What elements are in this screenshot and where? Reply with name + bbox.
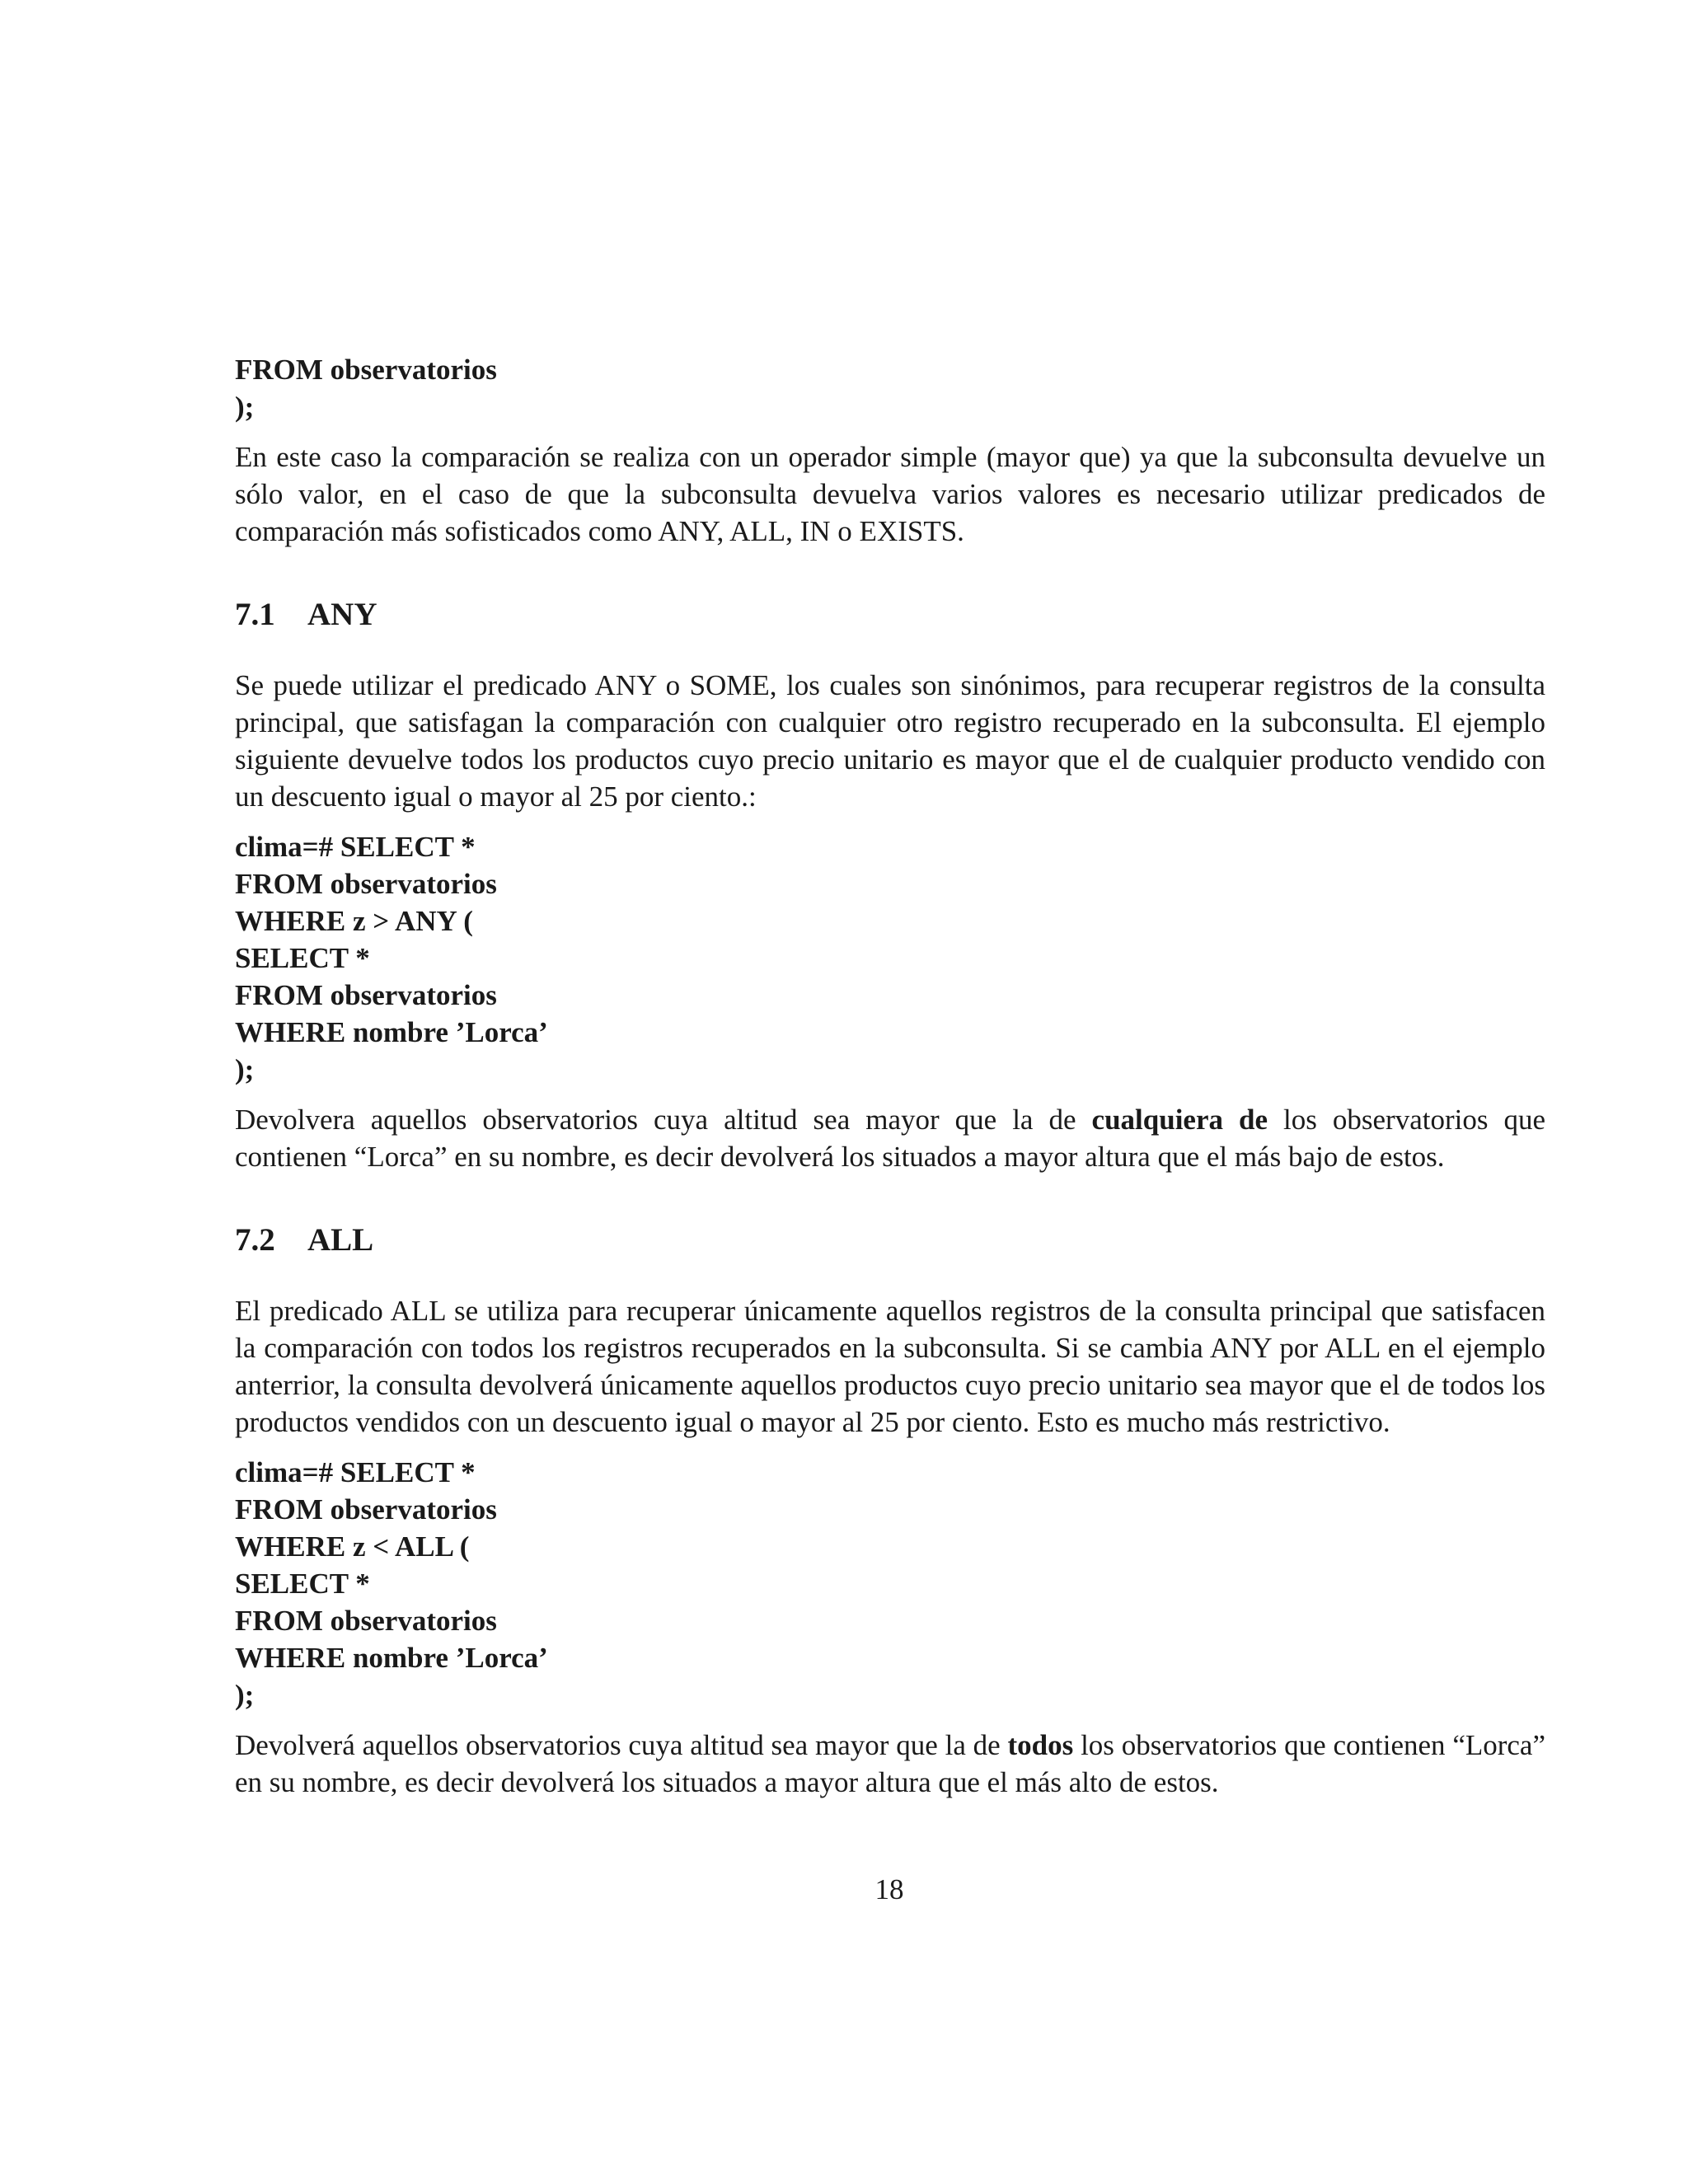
code-line: );	[235, 1679, 255, 1711]
code-line: SELECT *	[235, 942, 370, 974]
code-line: );	[235, 391, 255, 423]
emphasis-text: todos	[1007, 1729, 1074, 1761]
code-line: FROM observatorios	[235, 1605, 497, 1637]
page-body	[235, 351, 1545, 1801]
code-line: WHERE nombre ’Lorca’	[235, 1016, 548, 1048]
section-heading-all	[235, 1220, 1545, 1261]
code-line: WHERE z < ALL (	[235, 1530, 470, 1563]
code-line: FROM observatorios	[235, 354, 497, 386]
all-paragraph: El predicado ALL se utiliza para recuperar únicamente aquellos registros de la consulta principal que satisfacen la comparación con todos los registros recuperados en la subconsulta. Si se cambia ANY por ALL en el ejemplo anterrior, la consulta devolverá únicamente aquellos productos cuyo precio unitario sea mayor que el de todos los productos vendidos con un descuento igual o mayor al 25 por ciento. Esto es mucho más restrictivo.	[235, 1295, 1545, 1438]
code-line: FROM observatorios	[235, 1493, 497, 1526]
text-run: los observatorios que contienen “Lorca” en su nombre, es decir devolverá los situados a mayor altura que el más alto de estos.	[235, 1729, 1545, 1798]
any-result-paragraph	[235, 1101, 1545, 1175]
section-heading-any	[235, 594, 1545, 635]
all-result-paragraph	[235, 1727, 1545, 1801]
any-paragraph: Se puede utilizar el predicado ANY o SOME, los cuales son sinónimos, para recuperar registros de la consulta principal, que satisfagan la comparación con cualquier otro registro recuperado en la subconsulta. El ejemplo siguiente devuelve todos los productos cuyo precio unitario es mayor que el de cualquier producto vendido con un descuento igual o mayor al 25 por ciento.:	[235, 669, 1545, 813]
code-line: FROM observatorios	[235, 979, 497, 1011]
code-line: FROM observatorios	[235, 868, 497, 900]
text-run: Devolvera aquellos observatorios cuya altitud sea mayor que la de	[235, 1104, 1092, 1136]
text-run: Devolverá aquellos observatorios cuya altitud sea mayor que la de	[235, 1729, 1008, 1761]
intro-paragraph: En este caso la comparación se realiza con un operador simple (mayor que) ya que la subconsulta devuelve un sólo valor, en el caso de que la subconsulta devuelva varios valores es necesario utilizar predicados de comparación más sofisticados como ANY, ALL, IN o EXISTS.	[235, 441, 1545, 547]
section-number: 7.2	[235, 1222, 275, 1258]
text-run: los observatorios que contienen “Lorca” en su nombre, es decir devolverá los situados a mayor altura que el más bajo de estos.	[235, 1104, 1546, 1173]
emphasis-text: cualquiera de	[1091, 1104, 1268, 1136]
section-title: ALL	[307, 1222, 374, 1258]
any-code-block	[235, 828, 1545, 1088]
page-number: 18	[874, 1873, 904, 1905]
top-code-block	[235, 351, 1545, 425]
section-number: 7.1	[235, 597, 275, 632]
code-line: clima=# SELECT *	[235, 1456, 476, 1488]
code-line: WHERE z > ANY (	[235, 905, 473, 937]
all-code-block	[235, 1454, 1545, 1713]
code-line: );	[235, 1053, 255, 1085]
code-line: SELECT *	[235, 1568, 370, 1600]
code-line: clima=# SELECT *	[235, 831, 476, 863]
code-line: WHERE nombre ’Lorca’	[235, 1642, 548, 1674]
section-title: ANY	[307, 597, 377, 632]
